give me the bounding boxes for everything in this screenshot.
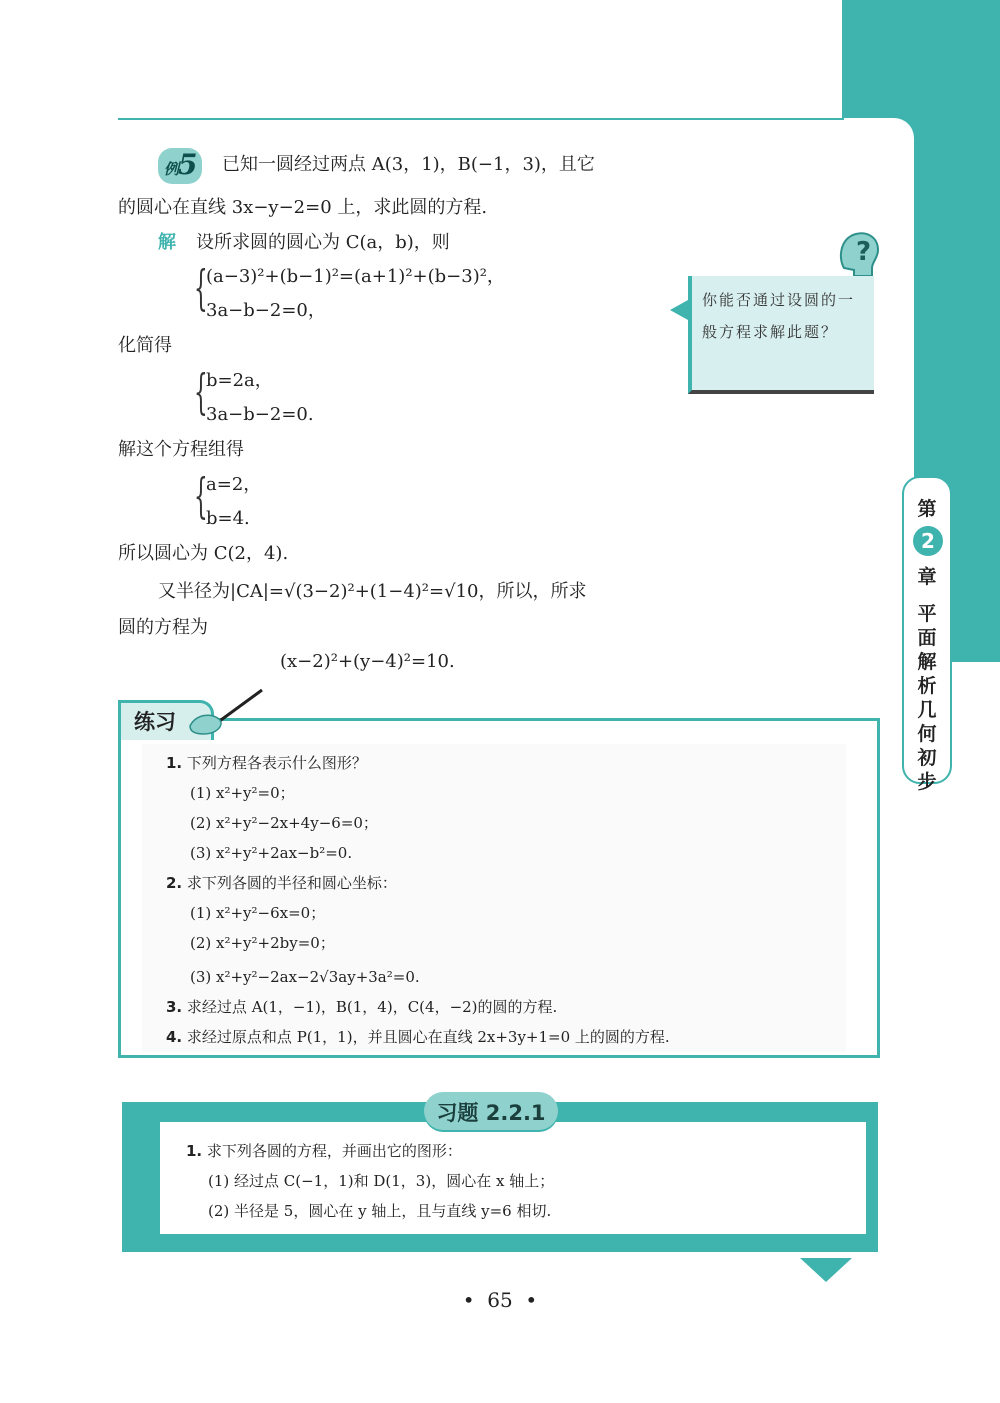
practice-q1-row [166, 752, 367, 774]
practice-q4: 求经过原点和点 P(1，1)，并且圆心在直线 2x+3y+1=0 上的圆的方程. [186, 1028, 670, 1046]
system1-brace: { [194, 260, 208, 316]
system1-eq1: (a−3)²+(b−1)²=(a+1)²+(b−3)²， [206, 266, 505, 287]
chapter-tab [902, 476, 952, 793]
exercise-q1-row [186, 1140, 462, 1162]
page-number [0, 1288, 1000, 1312]
example-badge-label: 例 [164, 160, 180, 178]
practice-q1-number: 1. [166, 754, 183, 772]
page-number-dot-left: • [462, 1288, 488, 1312]
exercise-q1-number: 1. [186, 1142, 203, 1160]
example-problem-line1: 已知一圆经过两点 A(3，1)，B(−1，3)，且它 [222, 154, 595, 175]
practice-q2-number: 2. [166, 874, 183, 892]
practice-q2-row [166, 872, 397, 894]
continue-arrow-icon [800, 1258, 852, 1282]
sidenote-pointer [670, 300, 688, 320]
solution-intro: 设所求圆的圆心为 C(a，b)，则 [196, 232, 450, 253]
chapter-prefix: 第 [917, 498, 937, 520]
practice-q2-3: (3) x²+y²−2ax−2√3ay+3a²=0. [190, 968, 420, 986]
practice-q4-number: 4. [166, 1028, 183, 1046]
practice-q1-1: (1) x²+y²=0； [190, 784, 295, 802]
radius-line: 又半径为|CA|=√(3−2)²+(1−4)²=√10，所以，所求 [158, 581, 587, 602]
sidenote-box [688, 276, 874, 394]
practice-title: 练习 [134, 710, 176, 734]
system1-eq2: 3a−b−2=0， [206, 300, 326, 321]
chapter-title: 平面解析几何初步 [917, 603, 937, 793]
system3-eq2: b=4. [206, 508, 250, 529]
center-result: 所以圆心为 C(2，4). [118, 543, 289, 564]
system2-eq1: b=2a， [206, 370, 273, 391]
system3-brace: { [194, 468, 208, 524]
pen-hand-icon [186, 688, 266, 738]
practice-q4-row [166, 1026, 670, 1048]
exercise-q1-2: (2) 半径是 5，圆心在 y 轴上，且与直线 y=6 相切. [208, 1202, 552, 1220]
practice-q3-number: 3. [166, 998, 183, 1016]
example-badge-number: 5 [178, 148, 198, 181]
svg-text:?: ? [856, 237, 872, 267]
page-number-dot-right: • [512, 1288, 538, 1312]
chapter-number: 2 [913, 526, 943, 556]
practice-q2-2: (2) x²+y²+2by=0； [190, 934, 335, 952]
practice-q1-3: (3) x²+y²+2ax−b²=0. [190, 844, 353, 862]
exercise-q1-1: (1) 经过点 C(−1，1)和 D(1，3)，圆心在 x 轴上； [208, 1172, 555, 1190]
practice-q3: 求经过点 A(1，−1)，B(1，4)，C(4，−2)的圆的方程. [186, 998, 558, 1016]
final-equation: (x−2)²+(y−4)²=10. [280, 651, 455, 672]
example-badge [158, 148, 202, 184]
page-number-value: 65 [487, 1288, 513, 1312]
solve-label: 解这个方程组得 [118, 439, 244, 460]
header-rule [118, 118, 844, 120]
system2-brace: { [194, 364, 208, 420]
practice-q2: 求下列各圆的半径和圆心坐标： [186, 874, 397, 892]
practice-q3-row [166, 996, 557, 1018]
chapter-suffix: 章 [917, 566, 937, 588]
exercise-title: 习题 2.2.1 [436, 1101, 546, 1125]
simplify-label: 化简得 [118, 335, 172, 356]
example-problem-line2: 的圆心在直线 3x−y−2=0 上，求此圆的方程. [118, 197, 488, 218]
system3-eq1: a=2， [206, 474, 262, 495]
thinking-head-question-icon [836, 228, 884, 278]
system2-eq2: 3a−b−2=0. [206, 404, 314, 425]
exercise-q1: 求下列各圆的方程，并画出它的图形： [206, 1142, 462, 1160]
solution-label: 解 [158, 232, 176, 253]
practice-q1-2: (2) x²+y²−2x+4y−6=0； [190, 814, 378, 832]
equation-intro: 圆的方程为 [118, 617, 208, 638]
sidenote-text: 你能否通过设圆的一般方程求解此题？ [702, 291, 856, 341]
practice-q1: 下列方程各表示什么图形？ [186, 754, 367, 772]
practice-q2-1: (1) x²+y²−6x=0； [190, 904, 326, 922]
